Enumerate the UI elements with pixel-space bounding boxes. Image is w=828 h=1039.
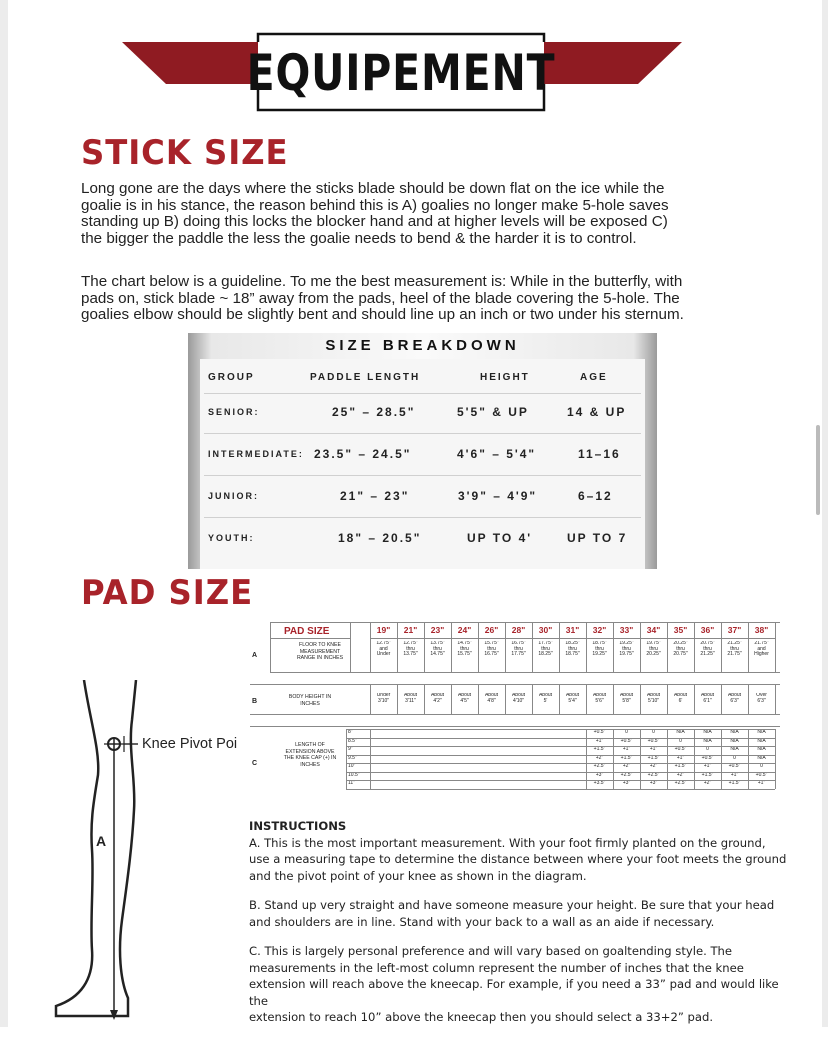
row-intermediate-paddle: 23.5" – 24.5"	[314, 447, 412, 461]
instruction-c	[249, 943, 789, 1026]
extension-cell: N/A	[703, 730, 712, 735]
extension-cell: +1"	[649, 747, 658, 752]
range-cell-line: 18.25"	[538, 651, 553, 657]
header-top-bracket	[258, 34, 544, 42]
height-cell-line: Over	[756, 693, 767, 698]
row-youth-group: YOUTH:	[208, 533, 255, 543]
row-intermediate-height: 4'6" – 5'4"	[457, 447, 537, 461]
height-cell-line: 6'1"	[703, 697, 712, 704]
height-cell-line: About	[538, 693, 553, 698]
stick-size-heading: STICK SIZE	[81, 133, 289, 173]
row-intermediate-age: 11–16	[578, 447, 621, 461]
extension-cell: 0	[652, 730, 655, 735]
extension-cell: +1"	[676, 755, 685, 761]
range-cell	[397, 641, 424, 658]
row-a-label-line: MEASUREMENT	[299, 648, 341, 655]
range-cell-line: 17.75"	[538, 641, 553, 646]
height-cell-line: About	[484, 693, 499, 698]
height-cell-line: 3'11"	[405, 697, 416, 704]
range-cell-line: 18.75"	[565, 651, 580, 657]
range-cell	[694, 641, 721, 658]
range-cell	[667, 641, 694, 658]
range-cell-line: thru	[433, 645, 442, 652]
extension-inches-cell: 9"	[348, 747, 353, 752]
extension-cell: N/A	[757, 755, 766, 761]
scrollbar[interactable]	[816, 425, 820, 515]
diagram-a-label: A	[96, 833, 107, 849]
row-a-label	[270, 642, 370, 662]
range-cell	[586, 641, 613, 658]
instruction-b	[249, 897, 789, 930]
height-cell-line: 5'8"	[622, 697, 631, 704]
range-cell-line: 12.75"	[376, 641, 391, 646]
range-cell-line: thru	[487, 645, 496, 652]
extension-cell: N/A	[676, 730, 685, 735]
height-cell-line: 4'8"	[487, 697, 496, 704]
row-youth-age: UP TO 7	[567, 531, 628, 545]
range-cell-line: 14.75"	[430, 651, 445, 657]
divider	[204, 433, 641, 434]
grid-line	[346, 789, 775, 790]
range-cell-line: thru	[541, 645, 550, 652]
row-a-label-line: RANGE IN INCHES	[296, 655, 344, 661]
row-senior-paddle: 25" – 28.5"	[332, 405, 416, 419]
size-breakdown-title: SIZE BREAKDOWN	[325, 337, 520, 354]
height-cell	[586, 693, 613, 704]
range-cell-line: thru	[703, 645, 712, 652]
range-cell-line: 13.75"	[403, 651, 418, 657]
range-cell-line: 21.25"	[700, 651, 715, 657]
extension-cell: +2.5"	[620, 772, 633, 778]
extension-cell: +2.5"	[647, 772, 660, 778]
size-breakdown-table	[188, 333, 657, 569]
extension-cell: +1.5"	[674, 764, 687, 769]
height-cell	[451, 693, 478, 704]
extension-cell: +3"	[649, 781, 658, 786]
height-cell-line: About	[646, 693, 661, 698]
range-cell-line: Under	[376, 651, 391, 657]
grid-line	[346, 729, 347, 789]
row-a-label-line: FLOOR TO KNEE	[299, 642, 341, 648]
height-cell	[694, 693, 721, 704]
extension-cell: 0	[706, 747, 709, 752]
extension-cell: +0.5"	[728, 764, 741, 769]
extension-cell: +2"	[676, 772, 685, 778]
extension-inches-cell: 10"	[348, 764, 356, 769]
extension-cell: N/A	[730, 747, 739, 752]
range-cell-line: 14.75"	[457, 641, 472, 646]
height-cell-line: Under	[376, 693, 391, 698]
height-cell-line: About	[700, 693, 715, 698]
range-cell	[478, 641, 505, 658]
pad-size-header: 31"	[565, 625, 580, 635]
range-cell-line: 12.75"	[403, 641, 418, 646]
range-cell-line: thru	[649, 645, 658, 652]
grid-line	[250, 714, 780, 715]
row-a-label-cell	[270, 622, 370, 672]
instruction-line: and the pivot point of your knee as shown in the diagram.	[249, 868, 587, 883]
grid-line	[270, 672, 780, 673]
range-cell	[532, 641, 559, 658]
height-cell-line: 6'3"	[757, 697, 766, 704]
range-cell-line: 19.25"	[592, 651, 607, 657]
extension-cell: 0	[760, 764, 763, 769]
height-cell-line: About	[565, 693, 580, 698]
extension-cell: +3"	[595, 772, 604, 778]
range-cell-line: thru	[460, 645, 469, 652]
pad-size-header: 37"	[727, 625, 742, 635]
extension-cell: +0.5"	[674, 747, 687, 752]
extension-cell: +2.5"	[593, 764, 606, 769]
extension-cell: +1.5"	[593, 747, 606, 752]
grid-line	[250, 726, 780, 727]
range-cell-line: 21.75"	[754, 641, 769, 646]
extension-cell: N/A	[703, 738, 712, 744]
pad-size-header: 23"	[430, 625, 445, 635]
extension-cell: +0.5"	[620, 738, 633, 744]
row-b-label-line: INCHES	[300, 700, 320, 707]
height-cell-line: 6'	[678, 697, 683, 704]
range-cell-line: thru	[730, 645, 739, 652]
range-cell	[559, 641, 586, 658]
height-cell	[397, 693, 424, 704]
range-cell-line: Higher	[754, 651, 769, 657]
instruction-line: extension to reach 10” above the kneecap then you should select a 33+2” pad.	[249, 1010, 714, 1024]
height-cell-line: About	[727, 693, 742, 698]
para2-line: The chart below is a guideline. To me the best measurement is: While in the butterfly, with	[81, 273, 683, 290]
row-c-label-line: THE KNEE CAP (+) IN	[283, 755, 337, 761]
grid-line	[270, 622, 271, 672]
height-cell	[721, 693, 748, 704]
pad-size-header: 28"	[511, 625, 526, 635]
instruction-line: B. Stand up very straight and have someone measure your height. Be sure that your head	[249, 898, 775, 912]
grid-line	[775, 684, 776, 714]
range-cell-line: 16.75"	[511, 641, 526, 646]
extension-cell: +0.5"	[755, 772, 768, 778]
height-cell-line: About	[592, 693, 607, 698]
range-cell-line: and	[379, 645, 388, 652]
instruction-line: measurements in the left-most column represent the number of inches that the knee	[249, 960, 744, 975]
row-junior-group: JUNIOR:	[208, 491, 260, 501]
grid-line	[667, 729, 668, 789]
range-cell	[721, 641, 748, 658]
extension-cell: N/A	[757, 738, 766, 744]
knee-pivot-label: Knee Pivot Poi	[142, 736, 238, 752]
height-cell-line: 5'6"	[595, 697, 604, 704]
height-cell	[559, 693, 586, 704]
extension-inches-cell: 10.5"	[348, 772, 360, 778]
extension-inches-cell: 8.5"	[348, 738, 357, 744]
height-cell-line: 4'2"	[433, 697, 442, 704]
range-cell-line: 19.75"	[619, 651, 634, 657]
grid-line	[640, 729, 641, 789]
extension-cell: 0	[679, 738, 682, 744]
range-cell-line: 18.25"	[565, 641, 580, 646]
height-cell-line: 6'3"	[730, 697, 739, 704]
grid-line	[775, 729, 776, 789]
page-left-margin	[0, 0, 8, 1027]
leg-diagram	[50, 680, 260, 1020]
extension-cell: +2.5"	[674, 781, 687, 786]
range-cell-line: 17.75"	[511, 651, 526, 657]
row-b-label-line: BODY HEIGHT IN	[288, 694, 332, 700]
height-cell	[505, 693, 532, 704]
row-a-letter: A	[252, 652, 258, 659]
extension-cell: +1"	[730, 772, 739, 778]
row-c-label	[270, 742, 350, 768]
height-cell	[370, 693, 397, 704]
row-b-letter: B	[252, 698, 258, 705]
extension-cell: +0.5"	[647, 738, 660, 744]
instruction-a	[249, 835, 789, 885]
range-cell-line: 21.25"	[727, 641, 742, 646]
pad-size-header: 36"	[700, 625, 715, 635]
row-senior-height: 5'5" & UP	[457, 405, 529, 419]
header-height: HEIGHT	[480, 372, 530, 383]
para2-line: goalies elbow should be slightly bent and should line up an inch or two under his sternum.	[81, 306, 684, 323]
grid-line	[775, 622, 776, 672]
extension-cell: N/A	[730, 730, 739, 735]
pad-size-header: 26"	[484, 625, 499, 635]
height-cell	[748, 693, 775, 704]
range-cell	[451, 641, 478, 658]
pad-size-header: 32"	[592, 625, 607, 635]
range-cell-line: 20.25"	[646, 651, 661, 657]
range-cell	[640, 641, 667, 658]
range-cell-line: thru	[595, 645, 604, 652]
extension-cell: +1"	[622, 747, 631, 752]
extension-cell: +2"	[649, 764, 658, 769]
height-cell-line: 5'10"	[647, 697, 660, 704]
para1-line: the bigger the paddle the less the goalie needs to bend & the harder it is to control.	[81, 229, 637, 247]
header-age: AGE	[580, 372, 608, 383]
row-c-label-line: EXTENSION ABOVE	[285, 748, 335, 755]
extension-cell: N/A	[730, 738, 739, 744]
range-cell-line: 21.75"	[727, 651, 742, 657]
extension-cell: 0	[733, 755, 736, 761]
grid-line	[370, 729, 371, 789]
extension-cell: +2"	[703, 781, 712, 786]
range-cell-line: 15.75"	[457, 651, 472, 657]
instructions-heading: INSTRUCTIONS	[249, 819, 347, 833]
extension-cell: +1"	[703, 764, 712, 769]
height-cell	[667, 693, 694, 704]
para1-line: Long gone are the days where the sticks blade should be down flat on the ice while the	[81, 180, 665, 197]
row-junior-paddle: 21" – 23"	[340, 489, 410, 503]
grid-line	[586, 729, 587, 789]
height-cell-line: 4'10"	[512, 697, 525, 704]
height-cell-line: About	[619, 693, 634, 698]
pad-size-header: 19"	[376, 625, 391, 635]
height-cell	[613, 693, 640, 704]
extension-inches-cell: 8"	[348, 730, 353, 735]
height-cell-line: 4'5"	[460, 697, 469, 704]
range-cell-line: 20.25"	[673, 641, 688, 646]
row-c-label-line: INCHES	[300, 761, 320, 768]
range-cell-line: 19.75"	[646, 641, 661, 646]
row-c-label-line: LENGTH OF	[295, 742, 325, 748]
size-breakdown-body	[200, 359, 645, 569]
instruction-line: extension will reach above the kneecap. For example, if you need a 33” pad and would like the	[249, 977, 779, 1008]
height-cell-line: About	[457, 693, 472, 698]
range-cell-line: 13.75"	[430, 641, 445, 646]
divider	[204, 475, 641, 476]
para2-line: pads on, stick blade ~ 18” away from the pads, heel of the blade covering the 5-hole. The	[81, 289, 680, 307]
extension-cell: +1.5"	[728, 781, 741, 786]
range-cell-line: thru	[514, 645, 523, 652]
pad-size-header: 35"	[673, 625, 688, 635]
range-cell-line: 18.75"	[592, 641, 607, 646]
height-cell-line: About	[430, 693, 445, 698]
extension-cell: N/A	[757, 747, 766, 752]
extension-cell: +3"	[622, 781, 631, 786]
pad-size-label: PAD SIZE	[284, 626, 330, 637]
row-intermediate-group: INTERMEDIATE:	[208, 449, 304, 459]
pad-size-header: 30"	[538, 625, 553, 635]
extension-cell: +0.5"	[593, 730, 606, 735]
row-youth-height: UP TO 4'	[467, 531, 533, 545]
pad-size-table	[250, 622, 785, 804]
row-senior-group: SENIOR:	[208, 407, 260, 417]
instruction-line: use a measuring tape to determine the distance between where your foot meets the ground	[249, 852, 787, 866]
page-right-margin	[822, 0, 828, 1027]
instruction-line: A. This is the most important measurement. With your foot firmly planted on the ground,	[249, 835, 766, 850]
grid-line	[270, 622, 780, 623]
extension-cell: +1"	[595, 738, 604, 744]
row-b-label	[270, 694, 350, 707]
instruction-line: and shoulders are in line. Stand with your back to a wall as an aide if necessary.	[249, 914, 715, 929]
grid-line	[350, 622, 351, 672]
height-cell-line: About	[673, 693, 688, 698]
pad-size-header: 33"	[619, 625, 634, 635]
height-cell	[640, 693, 667, 704]
extension-inches-cell: 9.5"	[348, 755, 357, 761]
pad-size-heading: PAD SIZE	[81, 573, 254, 613]
header-group: GROUP	[208, 372, 255, 383]
row-c-letter: C	[252, 760, 258, 767]
extension-cell: +2"	[622, 764, 631, 769]
range-cell	[505, 641, 532, 658]
extension-cell: +2"	[595, 755, 604, 761]
extension-inches-cell: 11"	[348, 781, 355, 786]
height-cell-line: 5'4"	[568, 697, 577, 704]
para1-line: standing up B) doing this locks the blocker hand and at higher levels will be exposed C)	[81, 213, 668, 230]
extension-cell: 0	[625, 730, 628, 735]
range-cell-line: and	[757, 645, 766, 652]
range-cell-line: 19.25"	[619, 641, 634, 646]
instructions	[249, 818, 789, 1039]
pad-size-header: 21"	[403, 625, 418, 635]
pad-size-header: 38"	[754, 625, 769, 635]
extension-cell: +3.5"	[593, 781, 606, 786]
height-cell	[478, 693, 505, 704]
pad-size-header: 24"	[457, 625, 472, 635]
range-cell	[370, 641, 397, 658]
grid-line	[721, 729, 722, 789]
range-cell	[613, 641, 640, 658]
height-cell	[424, 693, 451, 704]
divider	[204, 517, 641, 518]
grid-line	[748, 729, 749, 789]
grid-line	[370, 638, 775, 639]
height-cell	[532, 693, 559, 704]
row-junior-height: 3'9" – 4'9"	[458, 489, 538, 503]
height-cell-line: About	[511, 693, 526, 698]
range-cell-line: thru	[406, 645, 415, 652]
range-cell-line: 20.75"	[673, 651, 688, 657]
page-title: EQUIPEMENT	[246, 44, 556, 102]
instruction-line: C. This is largely personal preference and will vary based on goaltending style. The	[249, 944, 733, 958]
extension-cell: +1.5"	[647, 755, 660, 761]
pad-size-header: 34"	[646, 625, 661, 635]
extension-cell: +1.5"	[620, 755, 633, 761]
range-cell-line: 15.75"	[484, 641, 499, 646]
extension-cell: +0.5"	[701, 755, 714, 761]
height-cell-line: 5'	[543, 697, 548, 704]
para1-line: goalie is in his stance, the reason behind this is A) goalies no longer make 5-hole saves	[81, 196, 669, 214]
height-cell-line: About	[403, 693, 418, 698]
range-cell-line: thru	[676, 645, 685, 652]
row-senior-age: 14 & UP	[567, 405, 627, 419]
grid-line	[270, 638, 350, 639]
grid-line	[250, 684, 780, 685]
range-cell-line: 16.75"	[484, 651, 499, 657]
range-cell-line: thru	[568, 645, 577, 652]
row-youth-paddle: 18" – 20.5"	[338, 531, 422, 545]
row-junior-age: 6–12	[578, 489, 613, 503]
range-cell-line: 20.75"	[700, 641, 715, 646]
extension-cell: +1.5"	[701, 772, 714, 778]
range-cell-line: thru	[622, 645, 631, 652]
stick-paragraph-2	[81, 274, 761, 324]
range-cell	[748, 641, 775, 658]
extension-cell: +1"	[757, 781, 766, 786]
height-cell-line: 3'10"	[377, 697, 390, 704]
range-cell	[424, 641, 451, 658]
divider	[204, 393, 641, 394]
extension-cell: N/A	[757, 730, 766, 735]
stick-paragraph-1	[81, 181, 761, 247]
grid-line	[613, 729, 614, 789]
equipment-header	[118, 30, 684, 116]
grid-line	[694, 729, 695, 789]
header-paddle-length: PADDLE LENGTH	[310, 372, 421, 383]
